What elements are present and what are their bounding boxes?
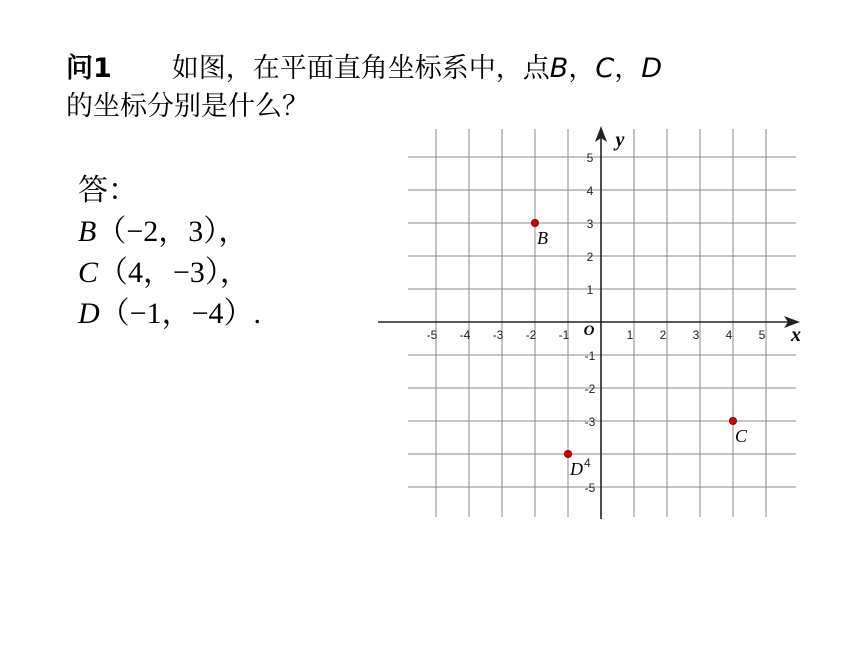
point-name-b: B [549, 53, 569, 84]
point-name-d: D [641, 53, 662, 84]
y-tick-label: -1 [584, 349, 596, 363]
answer-heading: 答： [78, 174, 138, 207]
x-tick-label: 3 [692, 328, 700, 342]
point-d [564, 450, 571, 457]
separator: ， [568, 53, 596, 84]
x-tick-label: -5 [426, 328, 438, 342]
x-tick-label: 2 [659, 328, 667, 342]
y-tick-label: 3 [586, 217, 594, 231]
separator: ， [614, 53, 642, 84]
answer-label: C [78, 256, 99, 289]
y-axis-label: y [615, 129, 625, 151]
y-tick-label: 1 [586, 283, 594, 297]
x-tick-label: -2 [525, 328, 537, 342]
point-label-b: B [537, 228, 548, 248]
point-b [531, 219, 538, 226]
answer-label: D [78, 297, 100, 330]
x-tick-label: -1 [558, 328, 570, 342]
origin-label: O [583, 323, 595, 339]
point-c [729, 417, 736, 424]
point-label-c: C [735, 426, 748, 446]
answer-coords: （−1，−4）. [99, 297, 262, 330]
y-tick-label: -5 [584, 481, 596, 495]
x-tick-label: -4 [459, 328, 471, 342]
answer-coords: （−2，3）， [96, 215, 249, 248]
x-tick-label: 1 [626, 328, 634, 342]
y-tick-label: 2 [586, 250, 594, 264]
answer-label: B [78, 215, 97, 248]
x-tick-label: -3 [492, 328, 504, 342]
point-name-c: C [595, 53, 615, 84]
y-tick-label: 5 [586, 151, 594, 165]
y-tick-label: -2 [584, 382, 596, 396]
point-label-d: D [570, 459, 583, 479]
y-tick-label: -3 [584, 415, 596, 429]
answer-coords: （4，−3）， [98, 256, 250, 289]
x-tick-label: 5 [758, 328, 766, 342]
x-axis-label: x [791, 324, 801, 346]
y-tick-label: 4 [586, 184, 594, 198]
point-extra-label: 4 [584, 456, 591, 470]
x-tick-label: 4 [725, 328, 733, 342]
question-line2: 的坐标分别是什么？ [66, 91, 309, 122]
question-number: 问1 [66, 53, 112, 84]
question-prefix: 如图，在平面直角坐标系中，点 [171, 53, 550, 84]
